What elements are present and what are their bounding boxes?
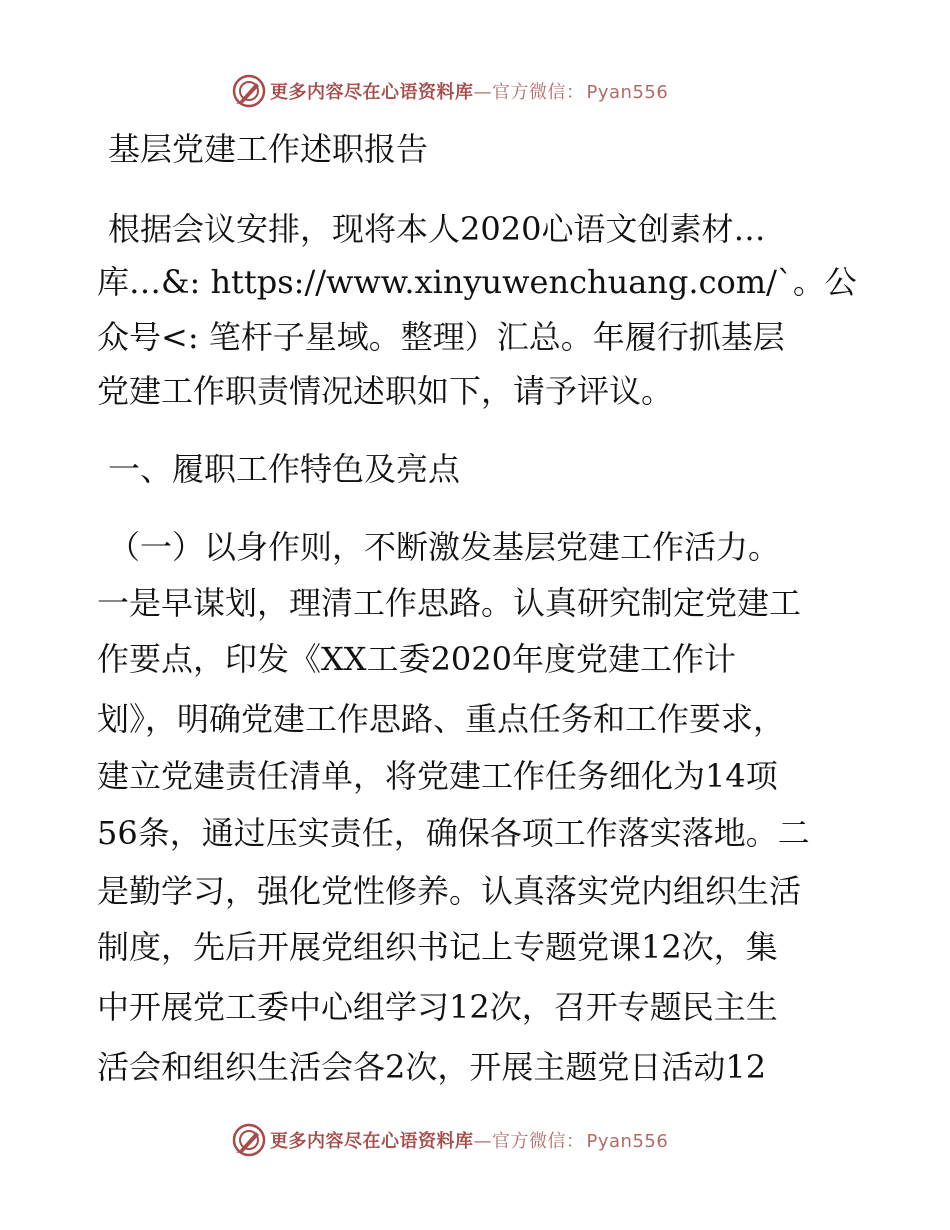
footer-watermark: [232, 1122, 668, 1158]
logo-icon: [232, 1123, 266, 1157]
header-watermark: [232, 73, 668, 109]
watermark-text: 更多内容尽在心语资料库: [270, 1131, 474, 1152]
intro-line: 根据会议安排，现将本人2020心语文创素材…: [108, 210, 766, 248]
watermark-separator: —官方微信：: [473, 82, 585, 103]
logo-icon: [232, 74, 266, 108]
intro-line: 众号<: 笔杆子星域。整理）汇总。年履行抓基层: [97, 318, 785, 356]
body-line: 作要点，印发《XX工委2020年度党建工作计: [97, 640, 737, 678]
body-line: 建立党建责任清单，将党建工作任务细化为14项: [97, 757, 778, 795]
body-line: 制度，先后开展党组织书记上专题党课12次，集: [97, 928, 778, 966]
watermark-separator: —官方微信：: [473, 1131, 585, 1152]
body-line: 中开展党工委中心组学习12次，召开专题民主生: [97, 988, 778, 1026]
watermark-wechat-id: Pyan556: [586, 82, 669, 103]
intro-line: 党建工作职责情况述职如下，请予评议。: [97, 372, 674, 410]
body-line: 划》，明确党建工作思路、重点任务和工作要求，: [97, 700, 786, 738]
body-line: 一是早谋划，理清工作思路。认真研究制定党建工: [97, 584, 802, 622]
body-line: 活会和组织生活会各2次，开展主题党日活动12: [97, 1048, 767, 1086]
body-line: 56条，通过压实责任，确保各项工作落实落地。二: [97, 814, 810, 852]
watermark-wechat-id: Pyan556: [586, 1131, 669, 1152]
document-title: 基层党建工作述职报告: [108, 130, 429, 168]
section-heading: 一、履职工作特色及亮点: [108, 450, 461, 488]
body-line: 是勤学习，强化党性修养。认真落实党内组织生活: [97, 872, 802, 910]
intro-line: 库…&: https://www.xinyuwenchuang.com/`。公: [97, 263, 857, 301]
body-line: （一）以身作则，不断激发基层党建工作活力。: [108, 528, 781, 566]
watermark-text: 更多内容尽在心语资料库: [270, 82, 474, 103]
